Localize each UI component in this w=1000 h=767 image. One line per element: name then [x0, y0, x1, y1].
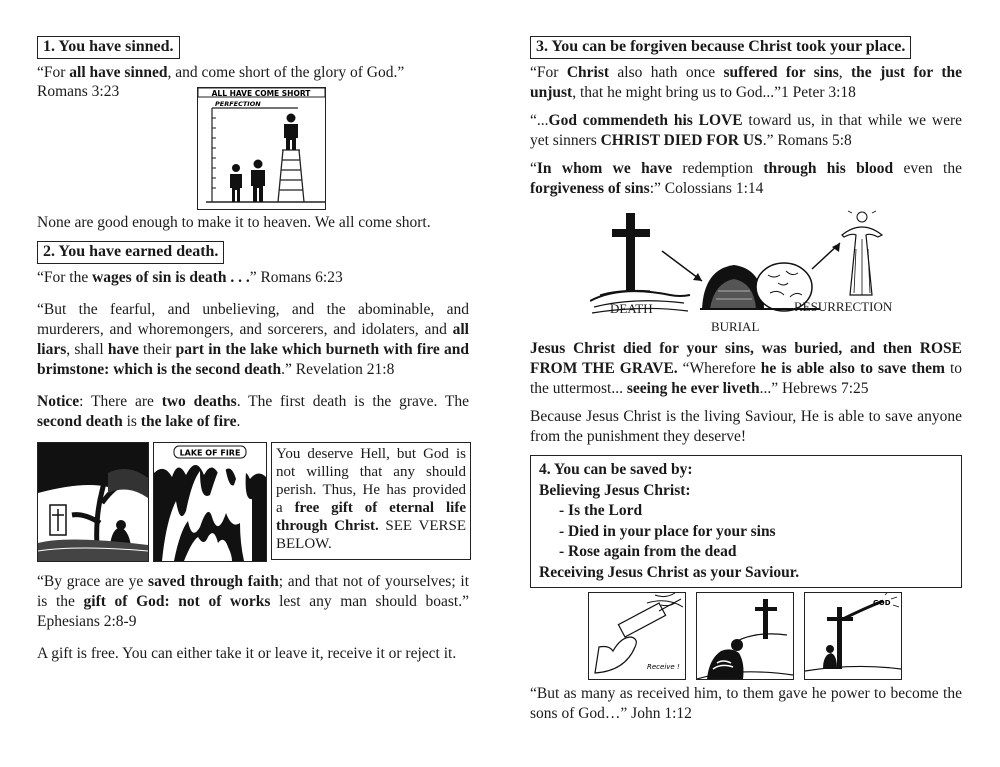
- living-saviour-text: Because Jesus Christ is the living Saviour, He is able to save anyone from the punishment they deserve!: [530, 408, 962, 445]
- romans-5-8-quote: “...God commendeth his LOVE toward us, in that while we were yet sinners CHRIST DIED FOR US.” Romans 5:8: [530, 112, 962, 149]
- all-come-short-illustration: [197, 87, 326, 210]
- fig1-title: ALL HAVE COME SHORT: [211, 89, 311, 98]
- died-in-place-line: - Died in your place for your sins: [559, 522, 776, 540]
- resurrection-label: RESURRECTION: [794, 299, 893, 314]
- gift-is-free-text: A gift is free. You can either take it or leave it, receive it or reject it.: [37, 645, 457, 662]
- rose-again-line: - Rose again from the dead: [559, 543, 737, 560]
- death-label: DEATH: [610, 301, 653, 316]
- colossians-1-14-quote: “In whom we have redemption through his blood even the forgiveness of sins:” Colossians 1:14: [530, 160, 962, 197]
- receive-label: Receive !: [647, 663, 680, 671]
- grave-illustration: [37, 442, 149, 562]
- god-label: GOD: [873, 599, 891, 607]
- left-column: [37, 36, 469, 672]
- receiving-line: Receiving Jesus Christ as your Saviour.: [539, 563, 800, 581]
- ephesians-2-8-quote: “By grace are ye saved through faith; and that not of yourselves; it is the gift of God: not of works lest any man should boast.” Ephesians 2:8-9: [37, 573, 469, 630]
- fig1-perfection-label: PERFECTION: [215, 100, 261, 108]
- romans-3-23-ref: Romans 3:23: [37, 83, 120, 100]
- kneeling-at-cross-illustration: [696, 592, 794, 680]
- hebrews-7-25-quote: Jesus Christ died for your sins, was buried, and then ROSE FROM THE GRAVE. “Wherefore he is able also to save them to the uttermost... seeing he ever liveth...” Hebrews 7:25: [530, 340, 962, 397]
- section-3-heading: 3. You can be forgiven because Christ took your place.: [530, 36, 911, 59]
- receive-gift-illustration: [588, 592, 686, 680]
- saved-by-heading: 4. You can be saved by:: [539, 461, 693, 478]
- john-1-12-quote: “But as many as received him, to them gave he power to become the sons of God…” John 1:12: [530, 685, 962, 722]
- section-1-heading: 1. You have sinned.: [37, 36, 180, 59]
- romans-3-23-quote: “For all have sinned, and come short of the glory of God.”: [37, 64, 405, 81]
- burial-label: BURIAL: [711, 319, 760, 334]
- section-2-heading: 2. You have earned death.: [37, 241, 224, 264]
- cross-to-god-illustration: [804, 592, 902, 680]
- come-short-caption: None are good enough to make it to heaven. We all come short.: [37, 214, 431, 231]
- lake-of-fire-label: LAKE OF FIRE: [179, 448, 241, 458]
- saved-by-box: [530, 455, 962, 588]
- peter-3-18-quote: “For Christ also hath once suffered for sins, the just for the unjust, that he might bring us to God...”1 Peter 3:18: [530, 64, 962, 101]
- free-gift-box: You deserve Hell, but God is not willing that any should perish. Thus, He has provided a free gift of eternal life through Christ. SEE VERSE BELOW.: [271, 442, 471, 560]
- romans-6-23-quote: “For the wages of sin is death . . .” Romans 6:23: [37, 269, 343, 286]
- lake-of-fire-illustration: [153, 442, 267, 562]
- two-deaths-notice: Notice: There are two deaths. The first death is the grave. The second death is the lake of fire.: [37, 393, 469, 430]
- revelation-21-8-quote: “But the fearful, and unbelieving, and the abominable, and murderers, and whoremongers, and sorcerers, and idolaters, and all liars, shall have their part in the lake which burneth with fire and brimstone: which is the second death.” Revelation 21:8: [37, 301, 469, 378]
- is-the-lord-line: - Is the Lord: [559, 502, 643, 519]
- believing-line: Believing Jesus Christ:: [539, 481, 691, 499]
- right-column: [530, 36, 962, 732]
